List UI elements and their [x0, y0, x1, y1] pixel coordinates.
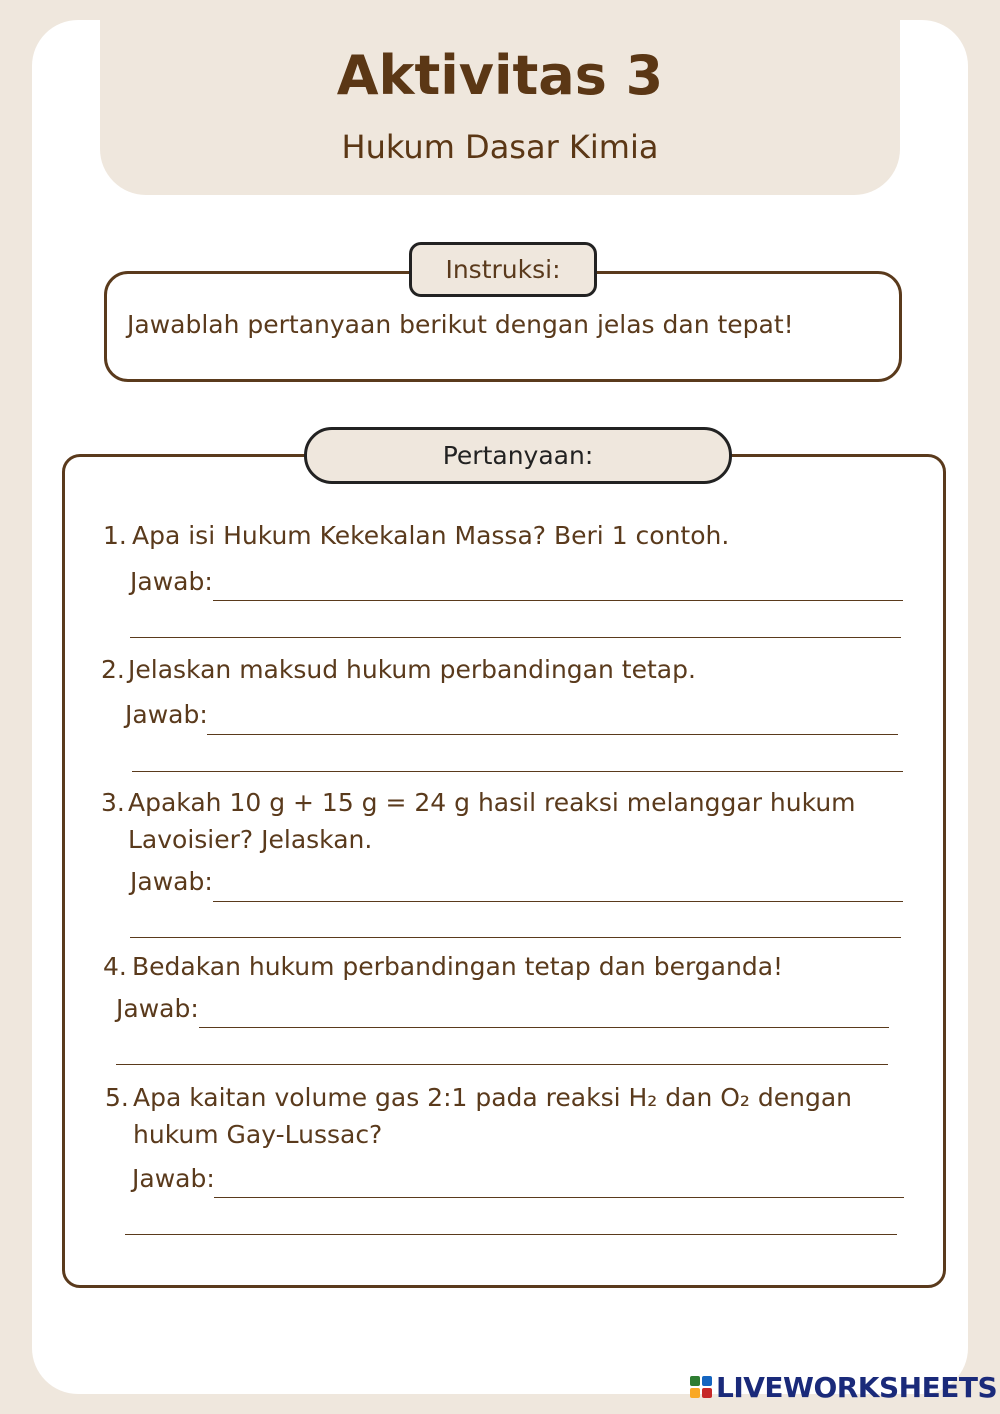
question-number: 1. [103, 521, 127, 550]
question-number: 3. [101, 788, 125, 817]
page-title: Aktivitas 3 [336, 44, 664, 107]
answer-line-5b[interactable] [125, 1234, 897, 1235]
questions-label: Pertanyaan: [304, 427, 732, 484]
question-text: Apa isi Hukum Kekekalan Massa? Beri 1 contoh. [132, 521, 730, 550]
answer-label-3: Jawab: [130, 867, 213, 896]
question-text-continued: hukum Gay-Lussac? [133, 1120, 383, 1149]
logo-square [702, 1376, 712, 1386]
question-number: 5. [105, 1083, 129, 1112]
answer-line-3a[interactable] [213, 901, 903, 902]
answer-label-5: Jawab: [132, 1164, 215, 1193]
instructions-text: Jawablah pertanyaan berikut dengan jelas dan tepat! [127, 310, 794, 339]
question-5 [105, 1079, 905, 1159]
question-number: 2. [101, 655, 125, 684]
logo-square [690, 1376, 700, 1386]
question-3 [101, 784, 901, 864]
answer-line-3b[interactable] [130, 937, 901, 938]
question-number: 4. [103, 952, 127, 981]
logo-grid-icon [690, 1376, 712, 1398]
answer-line-1a[interactable] [213, 600, 903, 601]
question-text: Jelaskan maksud hukum perbandingan tetap. [128, 655, 696, 684]
question-text-continued: Lavoisier? Jelaskan. [128, 825, 373, 854]
answer-label-4: Jawab: [116, 994, 199, 1023]
instructions-label: Instruksi: [409, 242, 597, 297]
liveworksheets-logo [690, 1372, 997, 1402]
question-text: Apakah 10 g + 15 g = 24 g hasil reaksi melanggar hukum [128, 788, 856, 817]
page-subtitle: Hukum Dasar Kimia [341, 128, 659, 166]
question-text: Bedakan hukum perbandingan tetap dan berganda! [132, 952, 784, 981]
answer-line-2a[interactable] [207, 734, 898, 735]
logo-square [702, 1388, 712, 1398]
answer-line-1b[interactable] [130, 637, 901, 638]
answer-line-5a[interactable] [214, 1197, 904, 1198]
answer-label-2: Jawab: [125, 700, 208, 729]
question-text: Apa kaitan volume gas 2:1 pada reaksi H₂ dan O₂ dengan [133, 1083, 853, 1112]
answer-line-2b[interactable] [132, 771, 903, 772]
answer-line-4a[interactable] [199, 1027, 889, 1028]
answer-line-4b[interactable] [116, 1064, 888, 1065]
logo-text: LIVEWORKSHEETS [716, 1370, 998, 1404]
answer-label-1: Jawab: [130, 567, 213, 596]
logo-square [690, 1388, 700, 1398]
